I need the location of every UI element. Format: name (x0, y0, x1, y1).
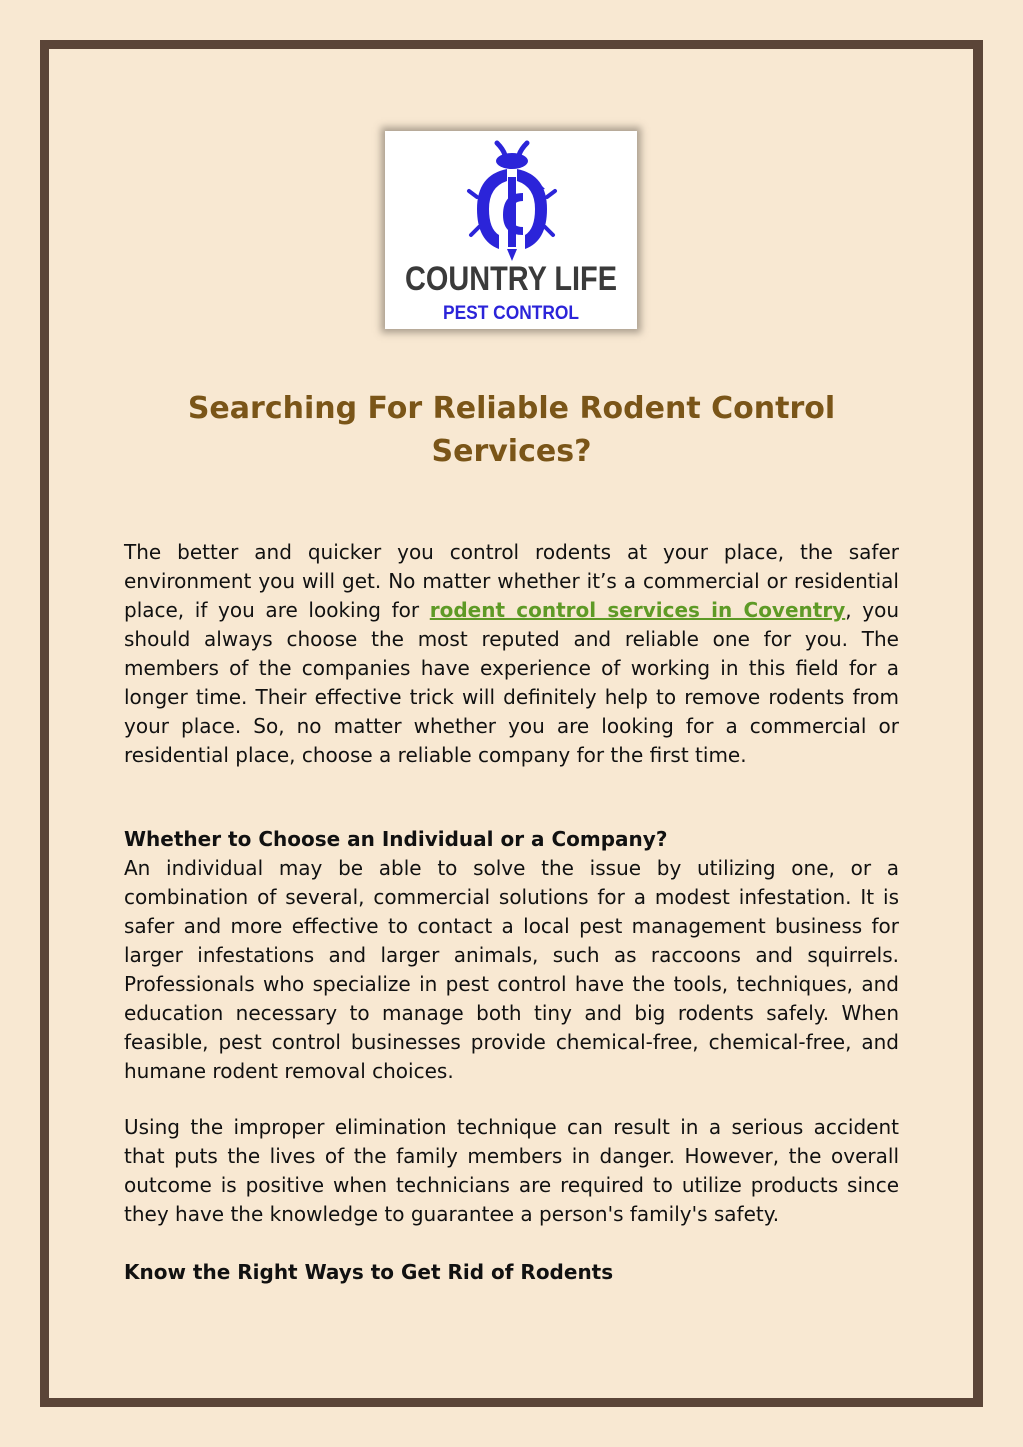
intro-text-before-link: The better and quicker you control rodents at your place, the safer environment you will get. No matter whether it’s a commercial or residential place, if you are looking for (124, 540, 899, 622)
logo-brand-line2: PEST CONTROL (443, 303, 580, 324)
page-title: Searching For Reliable Rodent Control Services? (187, 391, 836, 469)
company-logo (385, 131, 637, 329)
rodent-control-coventry-link[interactable]: rodent control services in Coventry (429, 598, 846, 622)
section-heading-right-ways: Know the Right Ways to Get Rid of Rodents (124, 1260, 614, 1284)
intro-paragraph (124, 538, 899, 770)
individual-or-company-paragraph: An individual may be able to solve the issue by utilizing one, or a combination of several, commercial solutions for a modest infestation. It is safer and more effective to contact a local pest management business for larger infestations and larger animals, such as raccoons and squirrels. Professionals who specialize in pest control have the tools, techniques, and education necessary to manage both tiny and big rodents safely. When feasible, pest control businesses provide chemical-free, chemical-free, and humane rodent removal choices. (124, 856, 899, 1083)
logo-brand-line1: COUNTRY LIFE (405, 260, 617, 298)
intro-text-after-link: , you should always choose the most reputed and reliable one for you. The members of the companies have experience of working in this field for a longer time. Their effective trick will definitely help to remove rodents from your place. So, no matter whether you are looking for a commercial or residential place, choose a reliable company for the first time. (124, 598, 899, 767)
improper-technique-paragraph: Using the improper elimination technique can result in a serious accident that puts the lives of the family members in danger. However, the overall outcome is positive when technicians are required to utilize products since they have the knowledge to guarantee a person's family's safety. (124, 1115, 899, 1226)
beetle-cl-logo-icon (385, 131, 637, 329)
section-heading-individual-or-company: Whether to Choose an Individual or a Company? (124, 827, 668, 851)
